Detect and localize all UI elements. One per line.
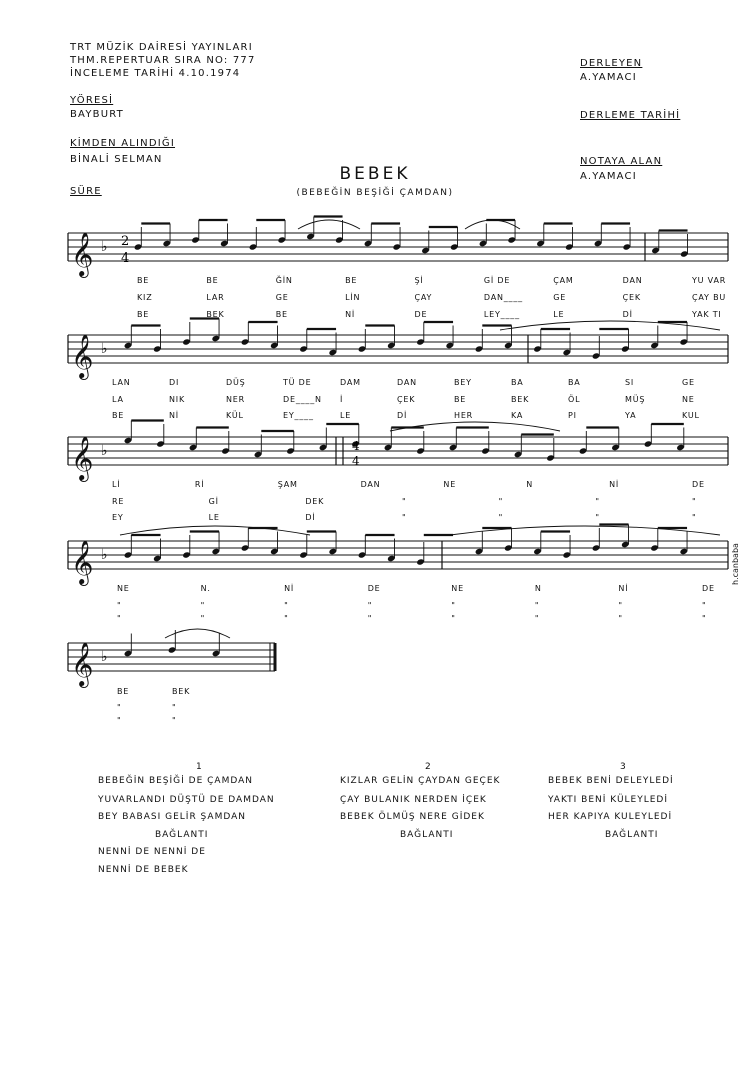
lyric-syllable: ": [200, 601, 206, 610]
lyric-syllable: KÜL: [226, 411, 244, 420]
verse-3-line-1: BEBEK BENİ DELEYLEDİ: [548, 776, 674, 786]
lyric-syllable: NE: [682, 395, 695, 404]
time-sig-den: 4: [121, 251, 130, 266]
lyric-syllable: ÇEK: [622, 293, 641, 302]
verse-3-number: 3: [620, 762, 627, 772]
lyric-syllable: ": [117, 614, 122, 623]
flat-icon: ♭: [101, 547, 108, 563]
lyric-syllable: BE: [275, 310, 288, 319]
lyric-syllable: YU VAR: [692, 276, 727, 285]
slur: [465, 220, 520, 229]
flat-icon: ♭: [101, 239, 108, 255]
lyric-syllable: ÇAY: [414, 293, 433, 302]
lyric-syllable: ÇAY BU: [692, 293, 727, 302]
lyric-syllable: Nİ: [618, 584, 629, 593]
lyric-syllable: Nİ: [284, 584, 295, 593]
flat-icon: ♭: [101, 443, 108, 459]
yoresi-value: BAYBURT: [70, 109, 124, 120]
verse-1-refrain: BAĞLANTI: [155, 830, 209, 840]
time-sig-2-den: 4: [352, 454, 360, 468]
notaya-alan-label: NOTAYA ALAN: [580, 156, 663, 167]
lyric-syllable: BE: [117, 687, 130, 696]
lyric-syllable: ": [498, 497, 504, 506]
lyric-syllable: BA: [568, 378, 581, 387]
lyric-syllable: BA: [511, 378, 524, 387]
lyric-syllable: YA: [625, 411, 637, 420]
lyric-syllable: BEK: [172, 687, 191, 696]
lyric-syllable: Rİ: [194, 480, 205, 489]
verse-2-line-1: KIZLAR GELİN ÇAYDAN GEÇEK: [340, 776, 501, 786]
verse-2-number: 2: [425, 762, 432, 772]
lyric-syllable: Gİ DE: [483, 276, 511, 285]
lyric-syllable: N: [526, 480, 534, 489]
lyric-syllable: SI: [625, 378, 635, 387]
lyric-syllable: Nİ: [345, 310, 356, 319]
lyric-syllable: ": [367, 614, 373, 623]
lyric-syllable: ĞİN: [275, 276, 293, 285]
song-title: BEBEK: [339, 164, 411, 184]
lyric-syllable: BE: [454, 395, 467, 404]
lyric-syllable: BE: [137, 310, 150, 319]
signature: h.canbaba: [731, 543, 740, 585]
lyric-syllable: LİN: [345, 293, 361, 302]
lyric-syllable: ": [534, 614, 540, 623]
lyric-syllable: LE: [208, 513, 220, 522]
time-sig-2-num: 4: [352, 439, 360, 453]
verse-3-line-3: HER KAPIYA KULEYLEDİ: [548, 812, 673, 822]
lyric-syllable: BE: [206, 276, 219, 285]
treble-clef-icon: 𝄞: [71, 334, 94, 378]
lyric-syllable: LE: [340, 411, 352, 420]
lyric-syllable: ": [692, 497, 697, 506]
lyric-syllable: ÇAM: [553, 276, 574, 285]
lyric-syllable: ÖL: [568, 395, 581, 404]
lyric-syllable: ": [595, 497, 600, 506]
lyric-syllable: Nİ: [609, 480, 620, 489]
slur: [298, 220, 360, 229]
lyric-syllable: LE: [553, 310, 565, 319]
lyric-syllable: Dİ: [397, 411, 408, 420]
lyric-syllable: ": [402, 513, 407, 522]
lyric-syllable: ": [284, 601, 289, 610]
verse-3-refrain: BAĞLANTI: [605, 830, 659, 840]
treble-clef-icon: 𝄞: [71, 436, 94, 480]
lyric-syllable: EY____: [283, 411, 314, 420]
lyric-syllable: ": [172, 703, 177, 712]
lyric-syllable: BE: [137, 276, 150, 285]
lyric-syllable: KA: [511, 411, 524, 420]
lyric-syllable: DAN: [622, 276, 643, 285]
lyric-syllable: DAN: [397, 378, 417, 387]
lyric-syllable: BE: [345, 276, 358, 285]
lyric-syllable: EY: [112, 513, 124, 522]
song-subtitle: (BEBEĞİN BEŞİĞİ ÇAMDAN): [296, 188, 454, 198]
verse-2-line-3: BEBEK ÖLMÜŞ NERE GİDEK: [340, 812, 485, 822]
verse-1-line-1: BEBEĞİN BEŞİĞİ DE ÇAMDAN: [98, 776, 254, 786]
lyric-syllable: ": [702, 614, 707, 623]
lyric-syllable: DEK: [305, 497, 325, 506]
lyric-syllable: ": [618, 601, 623, 610]
treble-clef-icon: 𝄞: [71, 540, 94, 584]
lyric-syllable: ": [498, 513, 504, 522]
lyric-syllable: DÜŞ: [226, 378, 246, 387]
verse-1-number: 1: [196, 762, 203, 772]
flat-icon: ♭: [101, 649, 108, 665]
verse-1-line-2: YUVARLANDI DÜŞTÜ DE DAMDAN: [98, 795, 275, 805]
verse-2-refrain: BAĞLANTI: [400, 830, 454, 840]
kimden-label: KİMDEN ALINDIĞI: [70, 138, 176, 149]
lyric-syllable: NE: [451, 584, 464, 593]
lyric-syllable: NER: [226, 395, 245, 404]
lyric-syllable: DAM: [340, 378, 361, 387]
treble-clef-icon: 𝄞: [71, 232, 94, 276]
lyric-syllable: Lİ: [112, 480, 121, 489]
derleyen-value: A.YAMACI: [580, 72, 637, 83]
yoresi-label: YÖRESİ: [70, 95, 114, 106]
lyric-syllable: GE: [553, 293, 567, 302]
lyric-syllable: LA: [112, 395, 124, 404]
lyric-syllable: HER: [454, 411, 474, 420]
lyric-syllable: ": [117, 703, 122, 712]
lyric-syllable: ": [117, 601, 122, 610]
lyric-syllable: DE____N: [283, 395, 322, 404]
lyric-syllable: N: [534, 584, 542, 593]
header-line-1: TRT MÜZİK DAİRESİ YAYINLARI: [70, 42, 253, 53]
lyric-syllable: KUL: [682, 411, 700, 420]
lyric-syllable: BE: [112, 411, 125, 420]
header-line-3: İNCELEME TARİHİ 4.10.1974: [70, 68, 241, 79]
lyric-syllable: ": [284, 614, 289, 623]
lyric-syllable: NE: [117, 584, 130, 593]
derleyen-label: DERLEYEN: [580, 58, 643, 69]
lyric-syllable: PI: [568, 411, 577, 420]
lyric-syllable: Dİ: [622, 310, 633, 319]
derleme-tarihi-label: DERLEME TARİHİ: [580, 110, 681, 121]
lyric-syllable: ": [534, 601, 540, 610]
lyric-syllable: NE: [443, 480, 457, 489]
verse-2-line-2: ÇAY BULANIK NERDEN İÇEK: [340, 795, 487, 805]
lyric-syllable: GE: [275, 293, 289, 302]
lyric-syllable: DE: [692, 480, 705, 489]
flat-icon: ♭: [101, 341, 108, 357]
header-line-2: THM.REPERTUAR SIRA NO: 777: [70, 55, 256, 66]
lyric-syllable: ": [692, 513, 697, 522]
lyric-syllable: Gİ: [208, 497, 219, 506]
lyric-syllable: DE: [367, 584, 381, 593]
verse-1-line-3: BEY BABASI GELİR ŞAMDAN: [98, 812, 247, 822]
lyric-syllable: İ: [340, 395, 344, 404]
lyric-syllable: Dİ: [305, 513, 316, 522]
treble-clef-icon: 𝄞: [71, 642, 94, 686]
baglanti-line-1: NENNİ DE NENNİ DE: [98, 847, 206, 857]
lyric-syllable: NIK: [169, 395, 185, 404]
slur: [165, 629, 230, 638]
lyric-syllable: ": [451, 601, 456, 610]
lyric-syllable: ": [451, 614, 456, 623]
notaya-alan-value: A.YAMACI: [580, 171, 637, 182]
lyric-syllable: BEK: [511, 395, 530, 404]
lyric-syllable: Şİ: [414, 276, 424, 285]
lyric-syllable: ": [200, 614, 206, 623]
lyric-syllable: TÜ DE: [283, 378, 312, 387]
lyric-syllable: LAN: [112, 378, 131, 387]
lyric-syllable: DAN____: [483, 293, 523, 302]
sure-label: SÜRE: [70, 186, 102, 197]
lyric-syllable: YAK TI: [692, 310, 722, 319]
lyric-syllable: DI: [169, 378, 180, 387]
lyric-syllable: DAN: [360, 480, 381, 489]
kimden-value: BİNALİ SELMAN: [70, 154, 163, 165]
lyric-syllable: BEY: [454, 378, 472, 387]
lyric-syllable: ": [595, 513, 600, 522]
lyric-syllable: ": [702, 601, 707, 610]
lyric-syllable: ": [402, 497, 407, 506]
lyric-syllable: ": [172, 716, 177, 725]
lyric-syllable: ": [117, 716, 122, 725]
lyric-syllable: GE: [682, 378, 695, 387]
lyric-syllable: ŞAM: [277, 480, 298, 489]
time-sig-num: 2: [121, 234, 130, 249]
baglanti-line-2: NENNİ DE BEBEK: [98, 865, 189, 875]
lyric-syllable: DE: [702, 584, 715, 593]
lyric-syllable: DE: [414, 310, 428, 319]
lyric-syllable: N.: [200, 584, 211, 593]
lyric-syllable: ": [618, 614, 623, 623]
lyric-syllable: ÇEK: [397, 395, 416, 404]
lyric-syllable: RE: [112, 497, 125, 506]
lyric-syllable: KIZ: [137, 293, 153, 302]
lyric-syllable: MÜŞ: [625, 395, 646, 404]
verse-3-line-2: YAKTI BENİ KÜLEYLEDİ: [548, 795, 669, 805]
lyric-syllable: Nİ: [169, 411, 179, 420]
lyric-syllable: LAR: [206, 293, 225, 302]
lyric-syllable: ": [367, 601, 373, 610]
lyric-syllable: LEY____: [483, 310, 520, 319]
lyric-syllable: BEK: [206, 310, 225, 319]
